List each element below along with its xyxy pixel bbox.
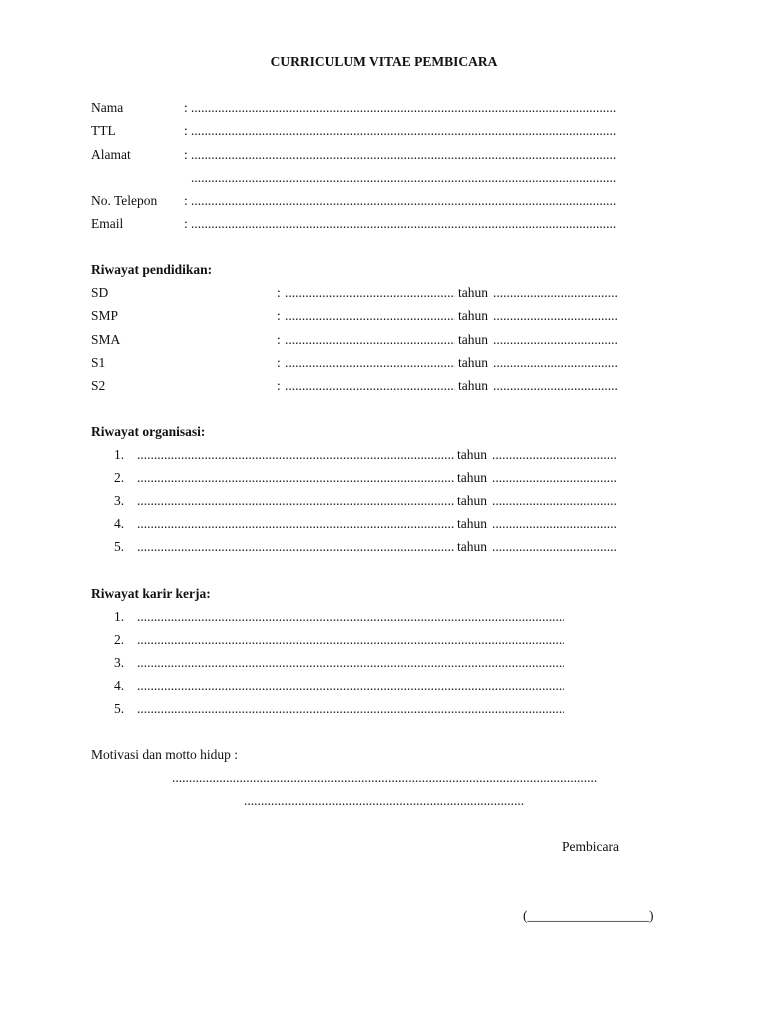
pendidikan-school-field[interactable] — [285, 378, 455, 394]
field-ttl[interactable] — [191, 123, 617, 139]
karir-field[interactable] — [137, 701, 564, 717]
organisasi-year-field[interactable] — [492, 447, 616, 463]
tahun-label: tahun — [458, 378, 488, 393]
tahun-label: tahun — [457, 516, 487, 531]
label-nama: Nama — [91, 100, 124, 115]
colon: : — [184, 147, 188, 162]
list-number: 1. — [114, 609, 125, 624]
karir-field[interactable] — [137, 632, 564, 648]
tahun-label: tahun — [458, 332, 488, 347]
pendidikan-label: SD — [91, 285, 109, 300]
pendidikan-school-field[interactable] — [285, 332, 455, 348]
pendidikan-label: S2 — [91, 378, 106, 393]
organisasi-field[interactable] — [137, 493, 454, 509]
list-number: 5. — [114, 539, 125, 554]
list-number: 4. — [114, 516, 125, 531]
organisasi-field[interactable] — [137, 539, 454, 555]
tahun-label: tahun — [458, 355, 488, 370]
colon: : — [277, 285, 281, 300]
organisasi-year-field[interactable] — [492, 516, 616, 532]
colon: : — [277, 355, 281, 370]
field-alamat[interactable] — [191, 147, 617, 163]
karir-field[interactable] — [137, 655, 564, 671]
list-number: 1. — [114, 447, 125, 462]
list-number: 2. — [114, 632, 125, 647]
signature-role: Pembicara — [562, 839, 619, 854]
field-email[interactable] — [191, 216, 617, 232]
list-number: 5. — [114, 701, 125, 716]
organisasi-year-field[interactable] — [492, 470, 616, 486]
label-telepon: No. Telepon — [91, 193, 158, 208]
label-ttl: TTL — [91, 123, 116, 138]
pendidikan-year-field[interactable] — [493, 378, 617, 394]
list-number: 2. — [114, 470, 125, 485]
label-motivasi: Motivasi dan motto hidup : — [91, 747, 238, 762]
heading-karir: Riwayat karir kerja: — [91, 586, 211, 601]
label-email: Email — [91, 216, 124, 231]
organisasi-field[interactable] — [137, 447, 454, 463]
field-telepon[interactable] — [191, 193, 617, 209]
list-number: 3. — [114, 655, 125, 670]
tahun-label: tahun — [458, 285, 488, 300]
tahun-label: tahun — [458, 308, 488, 323]
colon: : — [277, 308, 281, 323]
organisasi-field[interactable] — [137, 516, 454, 532]
field-alamat-line2[interactable] — [191, 170, 617, 186]
heading-pendidikan: Riwayat pendidikan: — [91, 262, 213, 277]
field-nama[interactable] — [191, 100, 617, 116]
pendidikan-year-field[interactable] — [493, 285, 617, 301]
signature-blank[interactable]: (__________________) — [523, 908, 654, 923]
list-number: 4. — [114, 678, 125, 693]
organisasi-year-field[interactable] — [492, 539, 616, 555]
colon: : — [277, 332, 281, 347]
colon: : — [184, 100, 188, 115]
label-alamat: Alamat — [91, 147, 131, 162]
list-number: 3. — [114, 493, 125, 508]
organisasi-field[interactable] — [137, 470, 454, 486]
colon: : — [184, 123, 188, 138]
pendidikan-year-field[interactable] — [493, 332, 617, 348]
karir-field[interactable] — [137, 609, 564, 625]
tahun-label: tahun — [457, 493, 487, 508]
field-motivasi-line2[interactable] — [244, 793, 524, 809]
pendidikan-label: SMP — [91, 308, 119, 323]
tahun-label: tahun — [457, 470, 487, 485]
heading-organisasi: Riwayat organisasi: — [91, 424, 206, 439]
pendidikan-label: S1 — [91, 355, 106, 370]
colon: : — [277, 378, 281, 393]
pendidikan-year-field[interactable] — [493, 355, 617, 371]
page-title: CURRICULUM VITAE PEMBICARA — [270, 54, 498, 69]
colon: : — [184, 193, 188, 208]
tahun-label: tahun — [457, 447, 487, 462]
pendidikan-year-field[interactable] — [493, 308, 617, 324]
pendidikan-school-field[interactable] — [285, 308, 455, 324]
field-motivasi-line1[interactable] — [172, 770, 598, 786]
pendidikan-label: SMA — [91, 332, 121, 347]
pendidikan-school-field[interactable] — [285, 285, 455, 301]
tahun-label: tahun — [457, 539, 487, 554]
colon: : — [184, 216, 188, 231]
organisasi-year-field[interactable] — [492, 493, 616, 509]
pendidikan-school-field[interactable] — [285, 355, 455, 371]
karir-field[interactable] — [137, 678, 564, 694]
